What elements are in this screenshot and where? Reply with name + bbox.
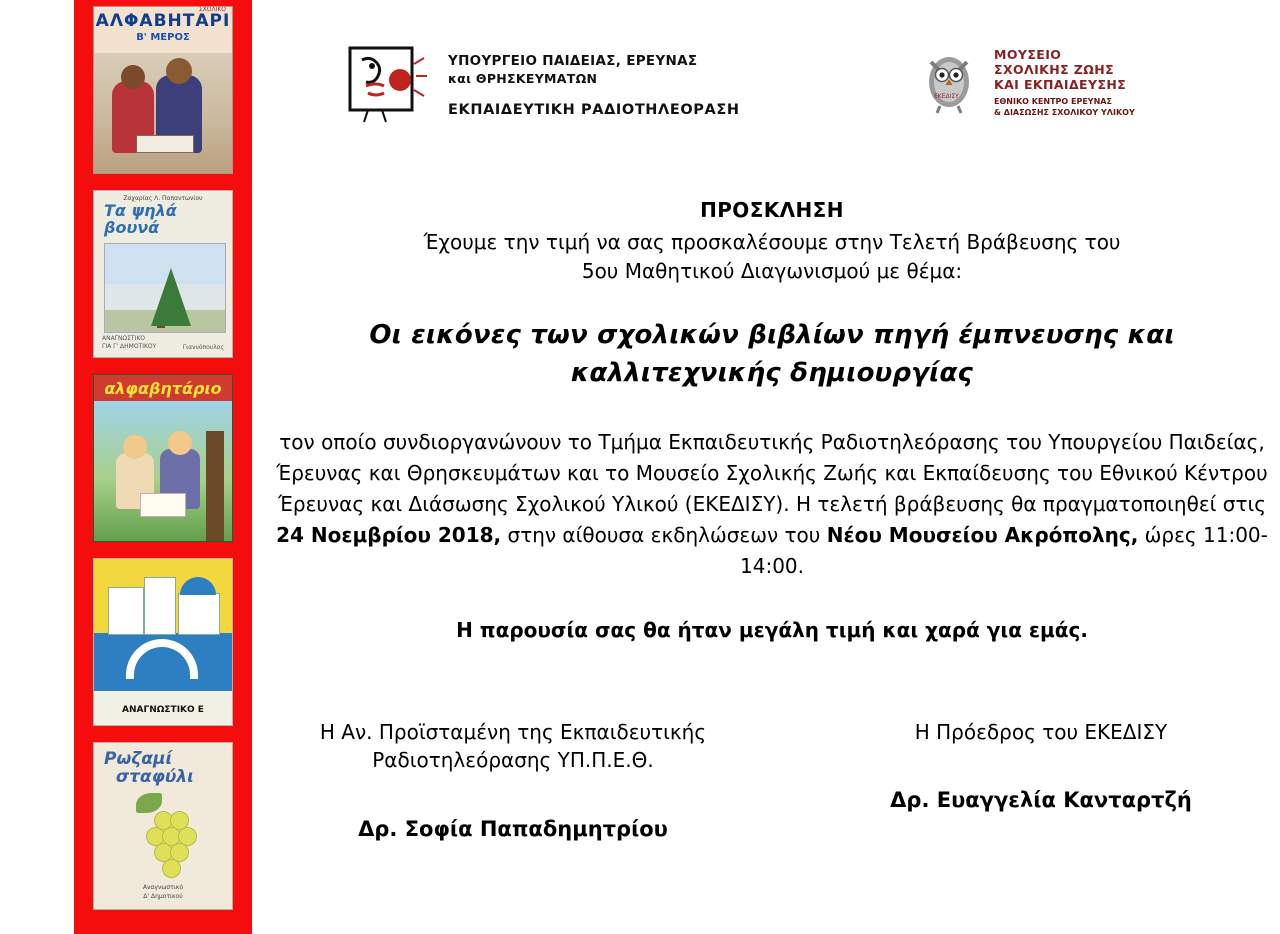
invitation-paragraph: [268, 427, 1276, 582]
museum-logo-text: [994, 48, 1135, 119]
sidebar-book-covers-strip: [74, 0, 252, 934]
museum-line-2: ΣΧΟΛΙΚΗΣ ΖΩΗΣ: [994, 61, 1115, 77]
cover-footer: ΑΝΑΓΝΩΣΤΙΚΟ ΓΙΑ Γ' ΔΗΜΟΤΙΚΟΥ: [102, 335, 157, 351]
illustration-grapes: [128, 801, 204, 879]
illustration-grape-leaf: [136, 793, 162, 813]
signature-right-role-line-2: [806, 746, 1276, 774]
book-cover-psila-vouna: [93, 190, 233, 358]
signature-left: [278, 718, 748, 845]
invitation-honor-line: Η παρουσία σας θα ήταν μεγάλη τιμή και χαρά για εμάς.: [456, 617, 1088, 642]
invitation-lead-line-2: 5ου Μαθητικού Διαγωνισμού με θέμα:: [581, 258, 963, 283]
book-cover-alfavitirio: [93, 374, 233, 542]
cover-title: Ρωζαμί σταφύλι: [104, 749, 194, 787]
invitation-title: ΠΡΟΣΚΛΗΣΗ: [700, 198, 844, 222]
signature-right-role-line-1: Η Πρόεδρος του ΕΚΕΔΙΣΥ: [914, 720, 1168, 744]
illustration-house-3: [178, 593, 220, 635]
cover-footer: Αναγνωστικό Δ' Δημοτικού: [143, 884, 183, 900]
cover-title: ΑΛΦΑΒΗΤΑΡΙ: [95, 11, 231, 31]
ministry-line-3: ΕΚΠΑΙΔΕΥΤΙΚΗ ΡΑΔΙΟΤΗΛΕΟΡΑΣΗ: [448, 101, 740, 118]
cover-title: αλφαβητάριο: [104, 379, 222, 398]
signature-left-role-line-2: Ραδιοτηλεόρασης ΥΠ.Π.Ε.Θ.: [372, 748, 654, 773]
ministry-line-2: και ΘΡΗΣΚΕΥΜΑΤΩΝ: [448, 70, 598, 86]
invitation-paragraph-part-1: τον οποίο συνδιοργανώνουν το Τμήμα Εκπαιδευτικής Ραδιοτηλεόρασης του Υπουργείου Παιδείας, Έρευνας και Θρησκευμάτων και το Μουσείο Σχολικής Ζωής και Εκπαίδευσης του Εθνικού Κέντρου Έρευνας και Διάσωσης Σχολικού Υλικού (ΕΚΕΔΙΣΥ). Η τελετή βράβευσης θα πραγματοποιηθεί στις: [276, 429, 1268, 516]
illustration-paper-sheet: [140, 493, 186, 517]
signature-right-name: Δρ. Ευαγγελία Κανταρτζή: [890, 788, 1192, 813]
invitation-paragraph-part-3: ώρες 11:00-14:00.: [740, 522, 1268, 578]
book-covers-list: [74, 0, 252, 934]
signature-block: [268, 718, 1276, 845]
signature-left-role-line-1: Η Αν. Προϊσταμένη της Εκπαιδευτικής: [319, 720, 707, 744]
illustration-fir-tree: [151, 268, 191, 326]
cover-illustration: [94, 53, 232, 174]
cover-title: Τα ψηλά βουνά: [104, 201, 177, 237]
invitation-paragraph-part-2: στην αίθουσα εκδηλώσεων του: [501, 522, 827, 547]
book-cover-alfavitari: [93, 6, 233, 174]
signature-right: [806, 718, 1276, 845]
museum-line-3: ΚΑΙ ΕΚΠΑΙΔΕΥΣΗΣ: [994, 76, 1127, 92]
cover-illustration: [104, 243, 226, 333]
book-cover-stafyli: [93, 742, 233, 910]
cover-subtitle: Β' ΜΕΡΟΣ: [136, 32, 190, 43]
museum-subline-2: & ΔΙΑΣΩΣΗΣ ΣΧΟΛΙΚΟΥ ΥΛΙΚΟΥ: [994, 108, 1135, 118]
cover-corner-label: ΣΧΟΛΙΚΟ: [198, 6, 226, 13]
document-header: [252, 38, 1280, 158]
ministry-logo: [348, 46, 740, 124]
museum-line-1: ΜΟΥΣΕΙΟ: [994, 47, 1062, 62]
invitation-topic-line-1: Οι εικόνες των σχολικών βιβλίων πηγή έμπνευσης και: [369, 320, 1175, 351]
ministry-line-1: ΥΠΟΥΡΓΕΙΟ ΠΑΙΔΕΙΑΣ, ΕΡΕΥΝΑΣ: [448, 52, 698, 69]
invitation-lead-line-1: Έχουμε την τιμή να σας προσκαλέσουμε στην Τελετή Βράβευσης του: [423, 230, 1121, 255]
cover-illustration: [94, 401, 232, 542]
illustration-grape: [162, 859, 181, 878]
cover-title: ΑΝΑΓΝΩΣΤΙΚΟ Ε: [122, 705, 204, 715]
signature-left-name: Δρ. Σοφία Παπαδημητρίου: [358, 816, 668, 841]
invitation-event-date: 24 Νοεμβρίου 2018,: [276, 522, 502, 547]
cover-signature: Γιαννόπουλος: [182, 344, 224, 351]
invitation-topic-line-2: καλλιτεχνικής δημιουργίας: [570, 357, 974, 388]
book-cover-anagnostiko-e: [93, 558, 233, 726]
educational-radio-tv-icon: [348, 46, 432, 124]
illustration-house-1: [108, 587, 144, 635]
museum-subline-1: ΕΘΝΙΚΟ ΚΕΝΤΡΟ ΕΡΕΥΝΑΣ: [994, 97, 1112, 107]
illustration-house-2: [144, 577, 176, 635]
museum-logo: [918, 48, 1135, 119]
invitation-event-venue: Νέου Μουσείου Ακρόπολης,: [826, 522, 1139, 547]
invitation-body: [268, 196, 1276, 644]
svg-text:ΕΚΕΔΙΣΥ: ΕΚΕΔΙΣΥ: [934, 93, 959, 100]
ministry-logo-text: [448, 53, 740, 118]
owl-icon: [918, 48, 980, 114]
illustration-tree-trunk: [206, 431, 224, 542]
illustration-open-book: [136, 135, 194, 153]
cover-author: Ζαχαρίας Λ. Παπαντωνίου: [123, 195, 203, 202]
invitation-topic: [268, 317, 1276, 392]
